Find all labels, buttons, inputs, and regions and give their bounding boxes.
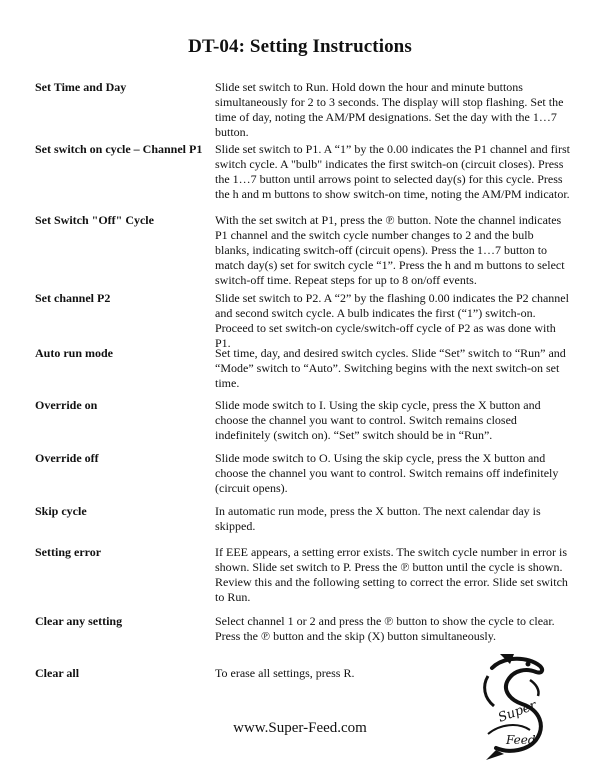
fish-logo-icon (470, 650, 555, 765)
section-text: Slide mode switch to I. Using the skip cycle, press the X button and choose the channel you want to control. Switch remains closed indefinitely (switch on). “Set” switch should be in “Run”. (215, 398, 541, 442)
section-text: In automatic run mode, press the X button. The next calendar day is skipped. (215, 504, 541, 533)
website-footer: www.Super-Feed.com (233, 720, 367, 736)
logo-text-feed: Feed (506, 733, 536, 747)
section-text: Slide set switch to P1. A “1” by the 0.00 indicates the P1 channel and first switch cycle. A "bulb" indicates the first switch-on (circuit closes). Press the 1…7 button until arrows point to selected day(s) for this cycle. Press the h and m buttons to show switch-on time, noting the AM/PM indicator. (215, 142, 570, 201)
section-term: Set Time and Day (35, 80, 127, 94)
section-term: Override off (35, 451, 99, 465)
section-text: With the set switch at P1, press the ℗ button. Note the channel indicates P1 channel and the switch cycle number changes to 2 and the bulb blanks, indicating switch-off (circuit opens). Press the 1…7 button to match day(s) set for switch cycle “1”. Press the h and m buttons to select switch-off time. Repeat steps for up to 8 on/off events. (215, 213, 565, 287)
section-term: Set switch on cycle – Channel P1 (35, 142, 203, 156)
section-text: To erase all settings, press R. (215, 666, 355, 680)
page-title: DT-04: Setting Instructions (188, 36, 412, 57)
section-term: Clear all (35, 666, 80, 680)
logo-text-super: Super (496, 698, 539, 726)
section-term: Override on (35, 398, 98, 412)
section-text: Slide set switch to P2. A “2” by the flashing 0.00 indicates the P2 channel and second switch cycle. A bulb indicates the first (“1”) switch-on. Proceed to set switch-on cycle/switch-off cycle of P2 as was done with P1. (215, 291, 569, 350)
section-text: Slide mode switch to O. Using the skip cycle, press the X button and choose the channel you want to control. Switch remains off indefinitely (circuit opens). (215, 451, 559, 495)
section-term: Set Switch "Off" Cycle (35, 213, 154, 227)
section-term: Auto run mode (35, 346, 114, 360)
section-text: Select channel 1 or 2 and press the ℗ button to show the cycle to clear. Press the ℗ button and the skip (X) button simultaneously. (215, 614, 555, 643)
section-term: Setting error (35, 545, 102, 559)
section-text: Set time, day, and desired switch cycles. Slide “Set” switch to “Run” and “Mode” switch to “Auto”. Switching begins with the next switch-on set time. (215, 346, 566, 390)
section-term: Skip cycle (35, 504, 87, 518)
section-text: Slide set switch to Run. Hold down the hour and minute buttons simultaneously for 2 to 3 seconds. The display will stop flashing. Set the time of day, noting the AM/PM designations. Set the day with the 1…7 button. (215, 80, 564, 139)
section-text: If EEE appears, a setting error exists. The switch cycle number in error is shown. Slide set switch to P. Press the ℗ button until the cycle is shown. Review this and the following setting to correct the error. Slide set switch to Run. (215, 545, 568, 604)
section-term: Clear any setting (35, 614, 123, 628)
section-term: Set channel P2 (35, 291, 111, 305)
